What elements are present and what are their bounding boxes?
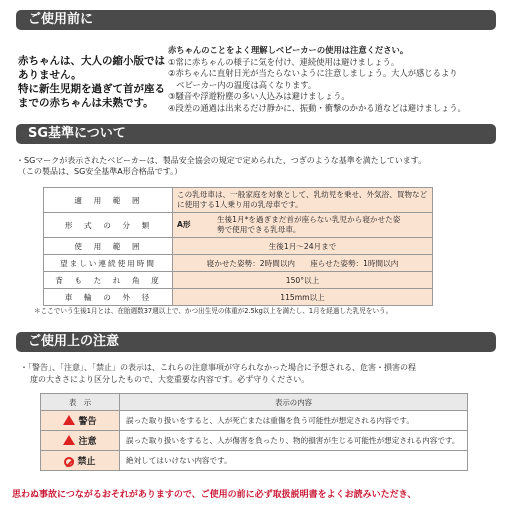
- table-row: [44, 255, 433, 272]
- usage-left-line: 特に新生児期を過ぎて首が座る: [18, 83, 165, 95]
- table-row: [44, 238, 433, 255]
- sg-intro-2: （この製品は、SG安全基準A形合格品です。）: [18, 167, 183, 176]
- caution-symbol-label: 禁止: [77, 457, 96, 467]
- sg-form-description: 生後1月*を過ぎまだ首が座らない乳児から寝かせた姿勢で使用できる乳母車。: [217, 215, 401, 234]
- sg-row-value: 生後1月〜24月まで: [173, 238, 433, 255]
- caution-intro-1: ・「警告」、「注意」、「禁止」の表示は、これらの注意事項が守られなかった場合に予想される、危害・損害の程: [20, 363, 416, 372]
- table-row: [41, 431, 468, 451]
- table-row: [44, 289, 433, 306]
- sg-note: ＊ここでいう生後1月とは、在胎週数37週以上で、かつ出生児の体重が2.5kg以上を満たし、1月を経過した乳児をいう。: [34, 307, 393, 315]
- sg-row-value: この乳母車は、一般家庭を対象として、乳幼児を乗せ、外気浴、買物などに使用する1人乗り用の乳母車です。: [173, 188, 433, 213]
- caution-symbol-caution: [41, 431, 120, 451]
- sg-row-value: 150°以上: [173, 272, 433, 289]
- sg-intro-1: ・SGマークが表示されたベビーカーは、製品安全協会の規定で定められた、つぎのような基準を満たしています。: [16, 156, 427, 165]
- sg-section-header: SG基準について: [16, 124, 496, 144]
- sg-row-label: 車 輪 の 外 径: [44, 289, 173, 306]
- usage-left-text: [18, 54, 178, 110]
- sg-row-value: [173, 213, 433, 238]
- usage-right-item: ベビーカー内の温度は高くなります。: [168, 79, 317, 90]
- table-row: [41, 411, 468, 431]
- caution-intro-2: 度の大きさにより区分したもので、大変重要な内容です。必ず守りください。: [30, 375, 310, 384]
- sg-row-label: 背 も た れ 角 度: [44, 272, 173, 289]
- usage-right-text: [168, 45, 498, 114]
- sg-row-label: 形 式 の 分 類: [44, 213, 173, 238]
- table-row: [44, 188, 433, 213]
- sg-row-label: 使 用 範 囲: [44, 238, 173, 255]
- prohibited-icon: [64, 457, 74, 467]
- col-meaning-header: 表示の内容: [120, 394, 468, 411]
- usage-right-title: 赤ちゃんのことをよく理解しベビーカーの使用は注意ください。: [168, 45, 409, 55]
- caution-meaning: 絶対してはいけない内容です。: [120, 451, 468, 471]
- caution-symbol-prohibited: [41, 451, 120, 471]
- caution-symbol-label: 警告: [78, 417, 97, 427]
- usage-right-item: ①常に赤ちゃんの様子に気を付け、連続使用は避けましょう。: [168, 56, 400, 67]
- caution-meaning: 誤った取り扱いをすると、人が死亡または重傷を負う可能性が想定される内容です。: [120, 411, 468, 431]
- usage-right-item: ④段差の通過は出来るだけ静かに、振動・衝撃のかかる道などは避けましょう。: [168, 102, 466, 113]
- caution-meaning: 誤った取り扱いをすると、人が傷害を負ったり、物的損害が生じる可能性が想定される内容です。: [120, 431, 468, 451]
- caution-section-header: ご使用上の注意: [16, 332, 496, 352]
- sg-standard-table: [43, 187, 433, 306]
- usage-left-line: までの赤ちゃんは未熟です。: [18, 97, 154, 109]
- footer-warning: 思わぬ事故につながるおそれがありますので、ご使用の前に必ず取扱説明書をよくお読みいただき、: [12, 490, 417, 500]
- table-row: [44, 213, 433, 238]
- usage-right-item: ③騒音や浮遊粉塵の多い人込みは避けましょう。: [168, 91, 350, 101]
- usage-section-header: ご使用前に: [16, 10, 496, 30]
- table-row: [44, 272, 433, 289]
- usage-left-line: 赤ちゃんは、大人の縮小版では: [18, 55, 165, 67]
- sg-row-value: 寝かせた姿勢：2時間以内 座らせた姿勢：1時間以内: [173, 255, 433, 272]
- warning-triangle-icon: [63, 415, 75, 425]
- sg-form-type: A形: [177, 220, 191, 229]
- warning-triangle-icon: [63, 435, 75, 445]
- usage-left-line: ありません。: [18, 69, 82, 81]
- caution-table: [40, 393, 468, 471]
- sg-row-label: 望ましい連続使用時間: [44, 255, 173, 272]
- table-row: [41, 451, 468, 471]
- col-display-header: 表 示: [41, 394, 120, 411]
- table-header-row: [41, 394, 468, 411]
- caution-symbol-warning: [41, 411, 120, 431]
- caution-symbol-label: 注意: [78, 437, 97, 447]
- usage-right-item: ②赤ちゃんに直射日光が当たらないように注意しましょう。大人が感じるより: [168, 68, 458, 78]
- sg-row-value: 115mm以上: [173, 289, 433, 306]
- sg-row-label: 適 用 範 囲: [44, 188, 173, 213]
